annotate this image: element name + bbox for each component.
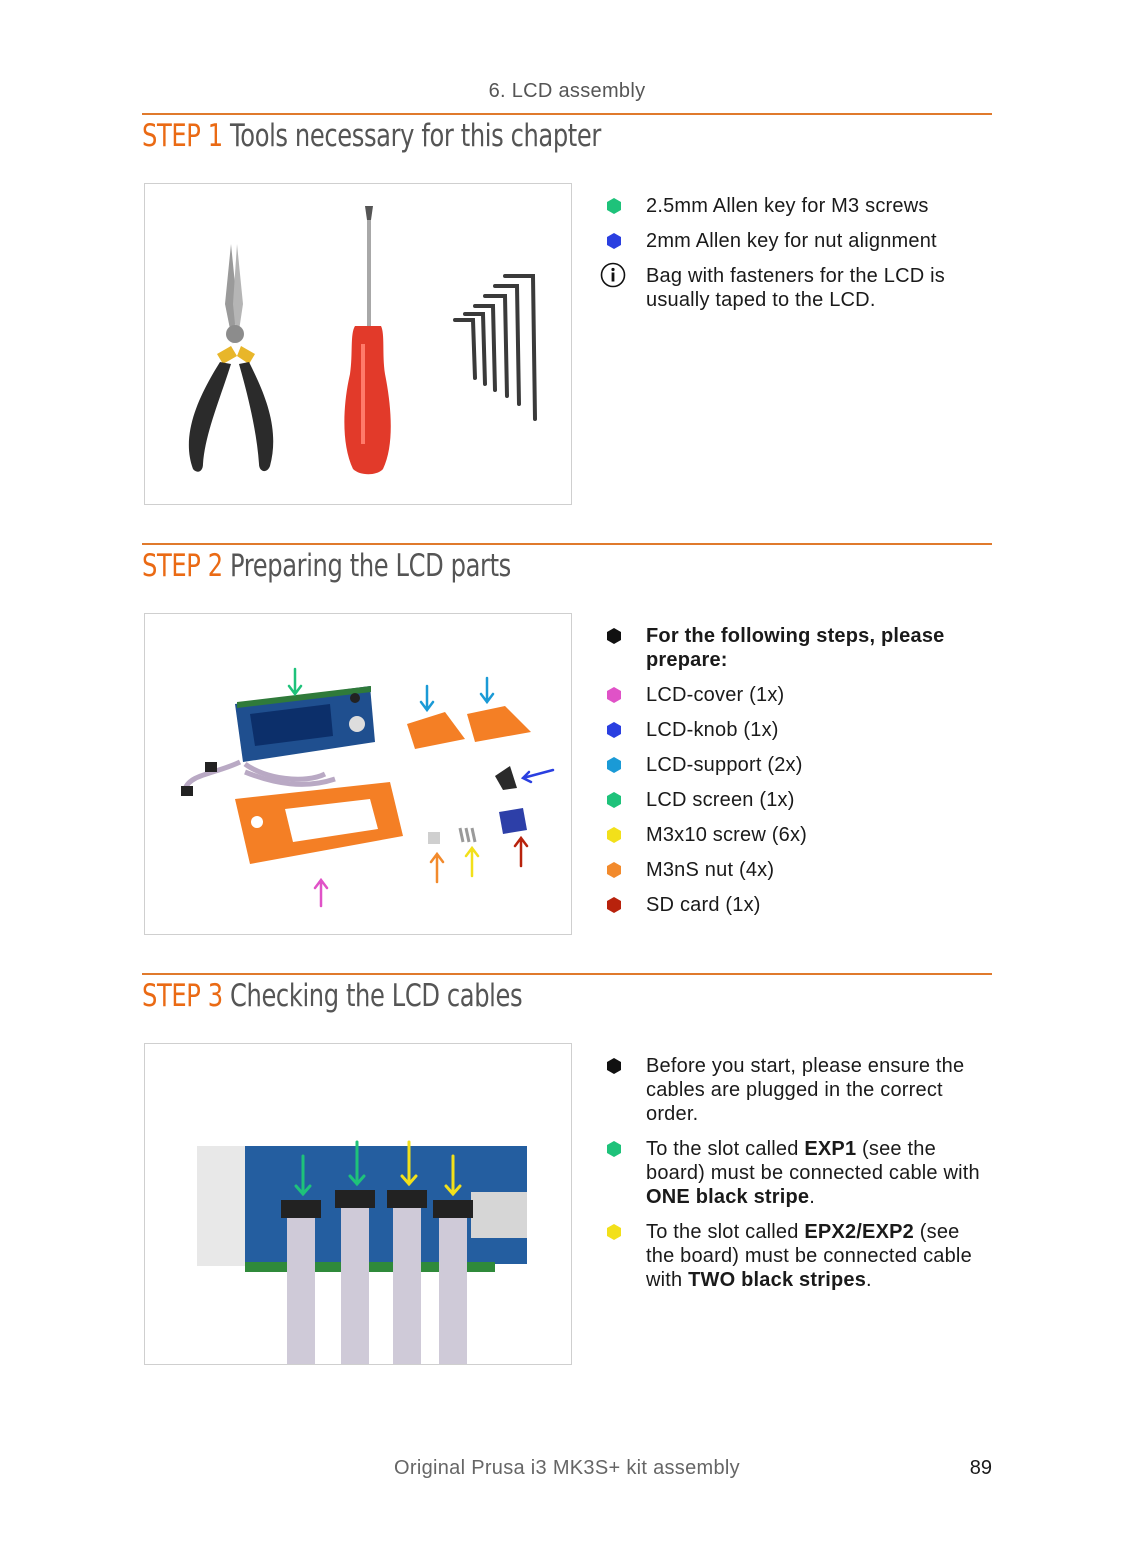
item-text: 2.5mm Allen key for M3 screws [646,195,929,217]
item-text: To the slot called EPX2/EXP2 (see the board) must be connected cable with TWO black stripes. [646,1221,972,1291]
step-1-label: STEP 1 [142,118,223,154]
list-item [600,718,992,742]
step-1-heading: Tools necessary for this chapter [230,118,601,154]
list-item [600,194,992,218]
step-2-parts-photo [144,613,572,935]
step-2-title [142,548,511,584]
step-2-rule [142,543,992,545]
list-item [600,1054,992,1126]
lcd-support-image [407,712,465,749]
hexagon-bullet-icon [606,687,622,703]
item-text: To the slot called EXP1 (see the board) must be connected cable with ONE black stripe. [646,1138,980,1208]
step-1-title [142,118,601,154]
item-text: LCD-knob (1x) [646,719,779,741]
sd-card-image [499,808,527,834]
header-rule [142,113,992,115]
list-item [600,823,992,847]
screws-image [460,828,475,842]
list-item [600,1137,992,1209]
info-circle-icon [600,262,626,288]
list-item [600,858,992,882]
item-text: M3x10 screw (6x) [646,824,808,846]
step-2-heading: Preparing the LCD parts [230,548,511,584]
screwdriver-image [344,206,390,474]
list-item [600,788,992,812]
item-text: Bag with fasteners for the LCD is usually taped to the LCD. [646,265,945,311]
list-item [600,683,992,707]
step-1-list [600,194,992,323]
hexagon-bullet-icon [606,1141,622,1157]
step-2-list [600,624,992,928]
list-item [600,753,992,777]
hexagon-bullet-icon [606,1224,622,1240]
hexagon-bullet-icon [606,862,622,878]
page-number: 89 [969,1457,992,1479]
hexagon-bullet-icon [606,628,622,644]
item-text: For the following steps, please prepare: [646,625,945,671]
list-item [600,624,992,672]
item-text: M3nS nut (4x) [646,859,775,881]
step-1-tools-photo [144,183,572,505]
tools-illustration [145,184,571,504]
pliers-image [189,244,273,472]
step-3-cables-photo [144,1043,572,1365]
footer-title: Original Prusa i3 MK3S+ kit assembly [394,1457,740,1479]
lcd-knob-image [495,766,517,790]
step-3-heading: Checking the LCD cables [230,978,523,1014]
hexagon-bullet-icon [606,1058,622,1074]
list-item [600,264,992,312]
allen-keys-image [455,276,535,419]
step-2-label: STEP 2 [142,548,223,584]
item-text: LCD-cover (1x) [646,684,785,706]
item-text: Before you start, please ensure the cables are plugged in the correct order. [646,1055,965,1125]
step-3-list [600,1054,992,1303]
sd-slot-image [471,1192,527,1238]
item-text: 2mm Allen key for nut alignment [646,230,937,252]
lcd-cables-illustration [145,1044,571,1364]
hexagon-bullet-icon [606,827,622,843]
step-3-rule [142,973,992,975]
lcd-cover-image [235,782,403,864]
lcd-parts-illustration [145,614,571,934]
hexagon-bullet-icon [606,757,622,773]
step-3-label: STEP 3 [142,978,223,1014]
lcd-support-image [467,706,531,742]
lcd-screen-image [235,686,375,762]
list-item [600,229,992,253]
list-item [600,893,992,917]
hexagon-bullet-icon [606,897,622,913]
chapter-header: 6. LCD assembly [488,80,646,102]
hexagon-bullet-icon [606,198,622,214]
item-text: LCD screen (1x) [646,789,795,811]
item-text: SD card (1x) [646,894,761,916]
lcd-panel-image [197,1146,249,1266]
hexagon-bullet-icon [606,722,622,738]
hexagon-bullet-icon [606,792,622,808]
list-item [600,1220,992,1292]
nuts-image [428,832,440,844]
item-text: LCD-support (2x) [646,754,803,776]
step-3-title [142,978,522,1014]
hexagon-bullet-icon [606,233,622,249]
